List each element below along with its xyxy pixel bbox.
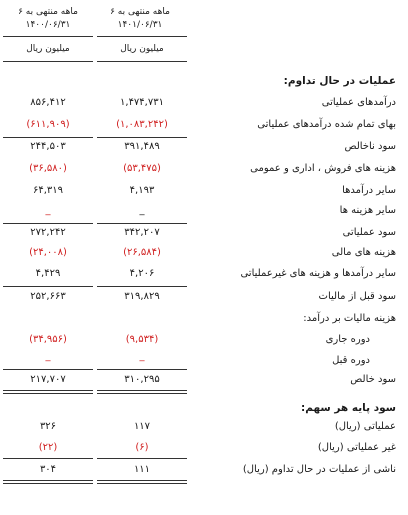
row-value-current: (۱,۰۸۳,۲۴۲) (116, 119, 168, 130)
row-value-prior: ۲۵۲,۶۶۳ (30, 291, 66, 302)
col1-header (95, 6, 185, 32)
row-value-prior: ۸۵۶,۴۱۲ (30, 97, 66, 108)
section-title: عملیات در حال تداوم: (283, 75, 396, 87)
subtotal-rule (3, 137, 93, 138)
table-row (0, 140, 408, 162)
row-label: ناشی از عملیات در حال تداوم (ریال) (242, 464, 396, 475)
row-value-current: _ (139, 205, 145, 216)
row-value-prior: ۲۱۷,۷۰۷ (30, 374, 66, 385)
subtotal-rule (97, 369, 187, 370)
table-row (0, 226, 408, 248)
table-row (0, 246, 408, 268)
col1-unit-rule (97, 61, 187, 62)
col2-header-rule (3, 36, 93, 37)
total-double-rule (97, 390, 187, 394)
table-row (0, 162, 408, 184)
subtotal-rule (97, 286, 187, 287)
row-value-current: ۱۱۱ (133, 464, 151, 475)
row-value-current: ۱۱۷ (133, 421, 151, 432)
row-value-current: ۳۱۹,۸۲۹ (124, 291, 160, 302)
col2-unit: میلیون ریال (26, 44, 70, 54)
table-row (0, 420, 408, 442)
row-value-prior: (۳۶,۵۸۰) (29, 163, 67, 174)
row-value-current: ۳۹۱,۴۸۹ (124, 141, 160, 152)
row-label: هزینه مالیات بر درآمد: (303, 313, 396, 324)
row-value-prior: ۶۴,۳۱۹ (32, 185, 64, 196)
col1-date: ۱۴۰۱/۰۶/۳۱ (117, 20, 163, 30)
row-value-current: (۹,۵۳۴) (125, 334, 159, 345)
col1-unit: میلیون ریال (120, 44, 164, 54)
subtotal-rule (97, 137, 187, 138)
subtotal-rule (97, 458, 187, 459)
row-value-current: (۲۶,۵۸۴) (123, 247, 161, 258)
row-value-prior: ۲۴۴,۵۰۳ (30, 141, 66, 152)
row-label: سایر هزینه ها (339, 205, 396, 216)
row-label: درآمدهای عملیاتی (321, 97, 396, 108)
row-label: غیر عملیاتی (ریال) (317, 442, 396, 453)
row-value-prior: (۶۱۱,۹۰۹) (26, 119, 70, 130)
row-value-prior: _ (45, 205, 51, 216)
table-row (0, 290, 408, 312)
row-label: سود قبل از مالیات (318, 291, 396, 302)
col2-date: ۱۴۰۰/۰۶/۳۱ (25, 20, 71, 30)
row-value-prior: ۴,۴۲۹ (35, 268, 61, 279)
row-label: هزینه های فروش ، اداری و عمومی (250, 163, 396, 174)
row-value-current: ۱,۴۷۴,۷۳۱ (120, 97, 164, 108)
table-row (0, 441, 408, 463)
row-value-prior: _ (45, 351, 51, 362)
row-value-prior: (۲۴,۰۰۸) (29, 247, 67, 258)
total-double-rule (3, 480, 93, 484)
col2-unit-rule (3, 61, 93, 62)
row-value-current: ۴,۲۰۶ (129, 268, 155, 279)
total-double-rule (3, 390, 93, 394)
row-value-current: ۳۴۲,۲۰۷ (124, 227, 160, 238)
row-label: سود عملیاتی (342, 227, 396, 238)
subtotal-rule (3, 286, 93, 287)
row-value-current: _ (139, 351, 145, 362)
row-value-current: (۵۳,۴۷۵) (123, 163, 161, 174)
row-label: عملیاتی (ریال) (334, 421, 396, 432)
row-value-prior: (۳۴,۹۵۶) (29, 334, 67, 345)
row-label: دوره قبل (332, 355, 370, 366)
row-value-prior: ۲۷۲,۲۴۲ (30, 227, 66, 238)
section-title: سود پایه هر سهم: (301, 402, 396, 414)
row-label: دوره جاری (325, 334, 370, 345)
subtotal-rule (3, 223, 93, 224)
row-value-prior: (۲۲) (38, 442, 58, 453)
col1-title: ۶ ماهه منتهی به (110, 7, 170, 17)
row-value-prior: ۳۰۴ (39, 464, 57, 475)
row-label: سود ناخالص (344, 141, 396, 152)
row-label: سایر درآمدها و هزینه های غیرعملیاتی (240, 268, 396, 279)
row-label: سود خالص (350, 374, 396, 385)
subtotal-rule (3, 369, 93, 370)
subtotal-rule (3, 458, 93, 459)
row-value-current: ۴,۱۹۳ (129, 185, 155, 196)
total-double-rule (97, 480, 187, 484)
col2-title: ۶ ماهه منتهی به (18, 7, 78, 17)
row-label: سایر درآمدها (342, 185, 396, 196)
subtotal-rule (97, 223, 187, 224)
row-value-current: (۶) (135, 442, 149, 453)
row-value-prior: ۳۲۶ (39, 421, 57, 432)
row-value-current: ۳۱۰,۲۹۵ (124, 374, 160, 385)
row-label: هزینه های مالی (331, 247, 396, 258)
col1-header-rule (97, 36, 187, 37)
table-row (0, 96, 408, 118)
row-label: بهای تمام شده درآمدهای عملیاتی (257, 119, 396, 130)
section-continuing-ops (0, 74, 408, 96)
table-row (0, 312, 408, 334)
col2-header (5, 6, 91, 32)
table-row (0, 184, 408, 206)
